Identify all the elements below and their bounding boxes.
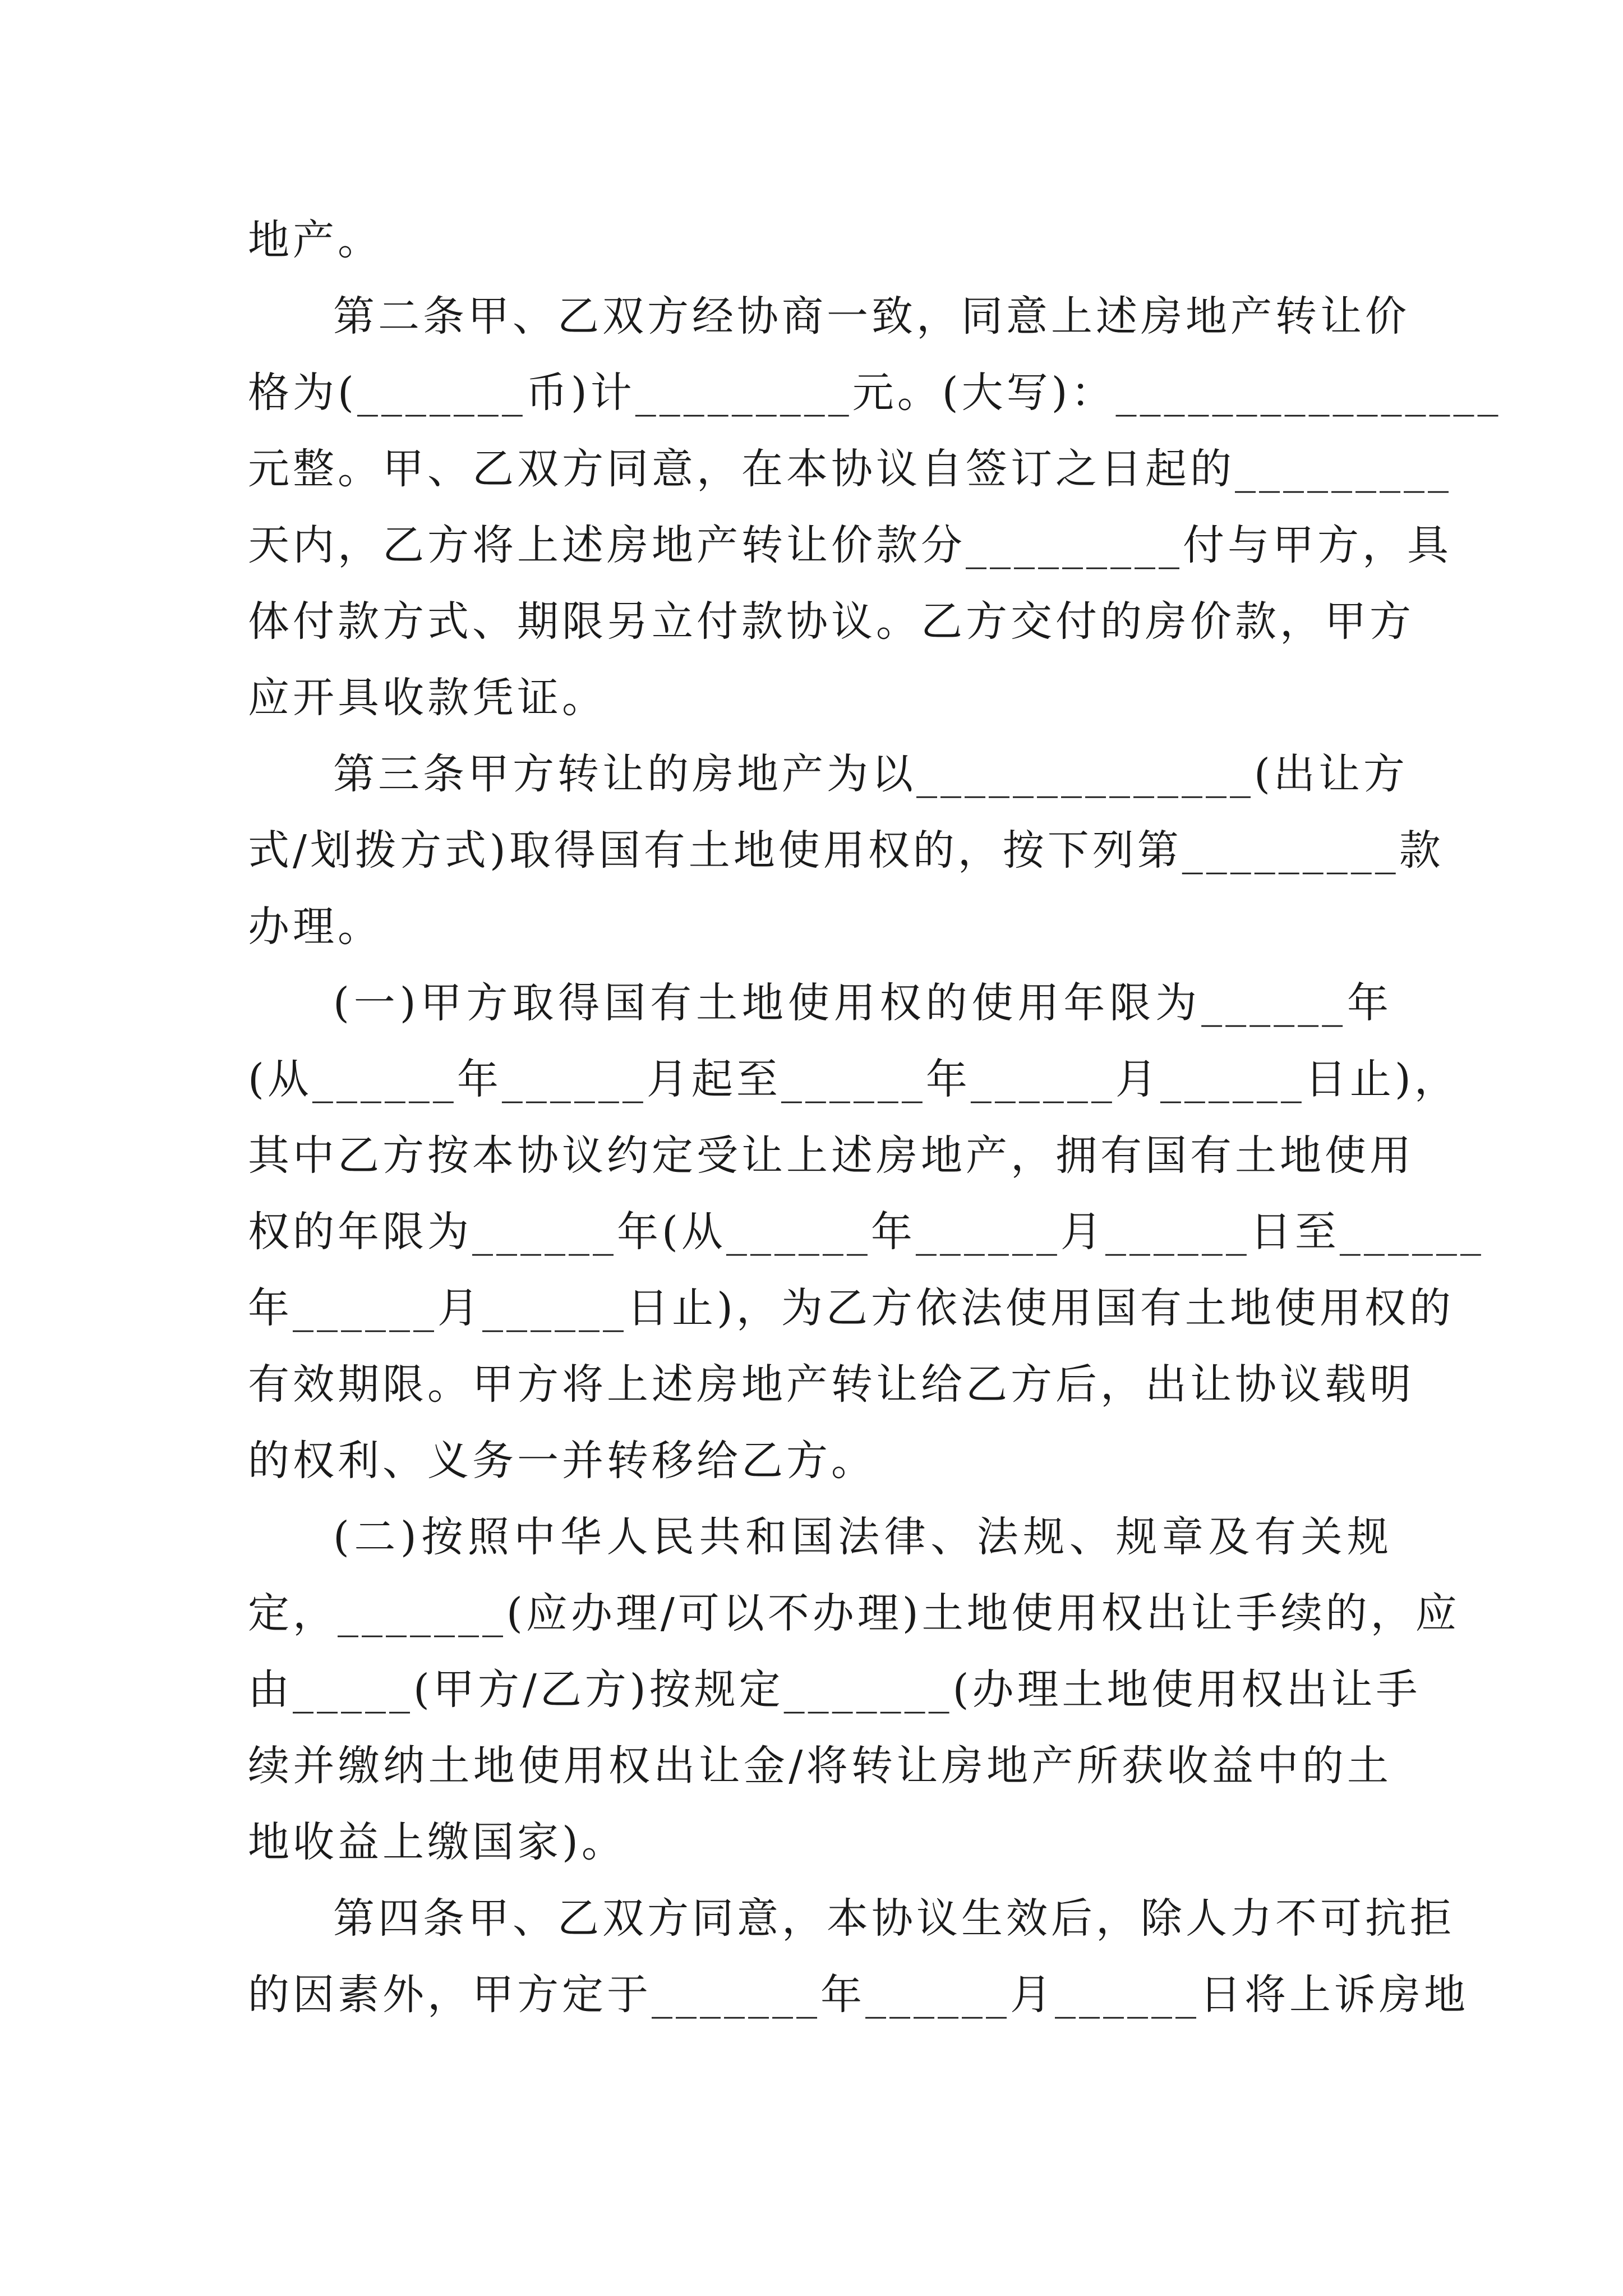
document-line: 地产。 — [248, 216, 382, 264]
document-line: 格为(_______币)计_________元。(大写)：________________ — [248, 369, 1502, 417]
document-line: 天内，乙方将上述房地产转让价款分_________付与甲方，具 — [248, 521, 1452, 569]
document-line: 体付款方式、期限另立付款协议。乙方交付的房价款，甲方 — [248, 597, 1414, 646]
document-line: 式/划拨方式)取得国有土地使用权的，按下列第_________款 — [248, 826, 1444, 875]
document-line: 办理。 — [248, 903, 382, 951]
document-line: 第四条甲、乙双方同意，本协议生效后，除人力不可抗拒 — [333, 1894, 1455, 1943]
document-line: 有效期限。甲方将上述房地产转让给乙方后，出让协议载明 — [248, 1360, 1414, 1409]
document-line: 第二条甲、乙双方经协商一致，同意上述房地产转让价 — [333, 292, 1410, 341]
document-line: 元整。甲、乙双方同意，在本协议自签订之日起的_________ — [248, 445, 1452, 493]
document-line: 其中乙方按本协议约定受让上述房地产，拥有国有土地使用 — [248, 1131, 1414, 1180]
document-page — [248, 202, 1502, 2033]
document-line: (一)甲方取得国有土地使用权的使用年限为______年 — [333, 979, 1392, 1027]
document-line: 应开具收款凭证。 — [248, 674, 607, 722]
document-line: 定，_______(应办理/可以不办理)土地使用权出让手续的，应 — [248, 1589, 1460, 1637]
document-line: 地收益上缴国家)。 — [248, 1818, 626, 1866]
document-line: 的因素外，甲方定于_______年______月______日将上诉房地 — [248, 1971, 1469, 2019]
document-line: 年______月______日止)，为乙方依法使用国有土地使用权的 — [248, 1284, 1454, 1332]
document-line: (从______年______月起至______年______月______日止)， — [248, 1055, 1459, 1103]
document-line: 的权利、义务一并转移给乙方。 — [248, 1437, 876, 1485]
document-line: 权的年限为______年(从______年______月______日至______ — [248, 1208, 1484, 1256]
document-line: 第三条甲方转让的房地产为以______________(出让方 — [333, 750, 1408, 798]
document-line: (二)按照中华人民共和国法律、法规、规章及有关规 — [333, 1513, 1392, 1561]
document-line: 由_____(甲方/乙方)按规定_______(办理土地使用权出让手 — [248, 1665, 1421, 1714]
document-line: 续并缴纳土地使用权出让金/将转让房地产所获收益中的土 — [248, 1742, 1392, 1790]
